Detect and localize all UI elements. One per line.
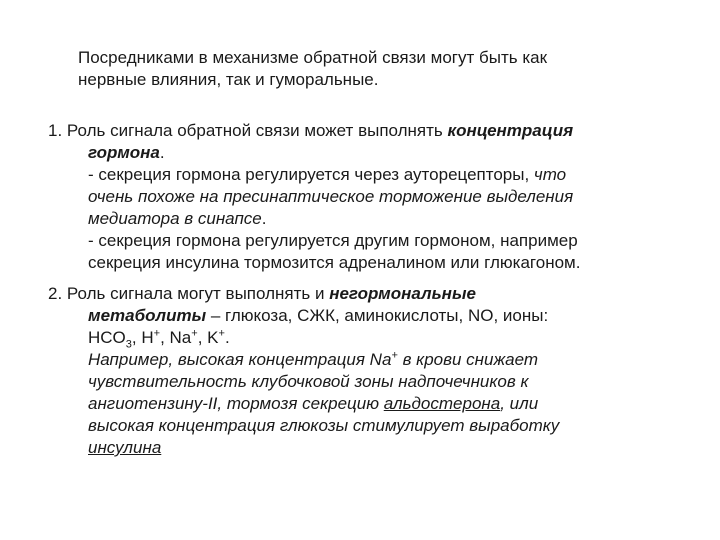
item2-heading-continuation bbox=[48, 305, 688, 327]
item1-term-b: гормона bbox=[88, 143, 160, 162]
example-line3-b: , или bbox=[500, 394, 539, 413]
sub2-line-2: секреция инсулина тормозится адреналином или глюкагоном. bbox=[88, 253, 581, 272]
ion-hco-sub: 3 bbox=[125, 338, 132, 351]
item2-term-a: негормональные bbox=[329, 284, 476, 303]
example-line-5: инсулина bbox=[88, 438, 162, 457]
ion-end: . bbox=[224, 328, 230, 347]
intro-paragraph bbox=[78, 47, 678, 91]
sub1-italic-b: очень похоже на пресинаптическое торможение выделения bbox=[88, 187, 574, 206]
example-line3-underlined: альдостерона bbox=[383, 394, 501, 413]
example-line3-a: ангиотензину-II, тормозя секрецию bbox=[88, 394, 384, 413]
sub2-line-1: - секреция гормона регулируется другим гормоном, например bbox=[88, 231, 578, 250]
item1-heading-continuation bbox=[48, 142, 688, 164]
ion-h-sup: + bbox=[153, 327, 161, 340]
ion-h: , H bbox=[131, 328, 154, 347]
example-line-2: чувствительность клубочковой зоны надпочечников к bbox=[88, 372, 529, 391]
item2-term-b: метаболиты bbox=[88, 306, 207, 325]
item2-heading-line bbox=[48, 283, 688, 305]
item2-ions-line bbox=[48, 327, 688, 349]
list-item-1 bbox=[48, 120, 688, 274]
intro-line-1: Посредниками в механизме обратной связи могут быть как bbox=[78, 48, 548, 67]
sub1-italic-c: медиатора в синапсе bbox=[88, 209, 262, 228]
item1-subpoint-2 bbox=[48, 230, 688, 274]
example-line1-a: Например, высокая концентрация Na bbox=[88, 350, 392, 369]
item1-heading-line bbox=[48, 120, 688, 142]
sub1-plain: - секреция гормона регулируется через ауторецепторы, bbox=[88, 165, 534, 184]
example-line1-sup: + bbox=[391, 349, 398, 362]
ion-na: , Na bbox=[160, 328, 192, 347]
sub1-italic-a: что bbox=[533, 165, 567, 184]
item1-term-a: концентрация bbox=[447, 121, 574, 140]
item1-term-end: . bbox=[159, 143, 165, 162]
ion-k-sup: + bbox=[218, 327, 225, 340]
item1-prefix: 1. Роль сигнала обратной связи может выполнять bbox=[48, 121, 448, 140]
item1-subpoint-1 bbox=[48, 164, 688, 230]
ion-k: , K bbox=[197, 328, 219, 347]
ion-hco: HCO bbox=[88, 328, 126, 347]
intro-line-2: нервные влияния, так и гуморальные. bbox=[78, 70, 379, 89]
example-line-4: высокая концентрация глюкозы стимулирует выработку bbox=[88, 416, 560, 435]
sub1-end: . bbox=[261, 209, 267, 228]
example-line1-b: в крови снижает bbox=[397, 350, 539, 369]
list-item-2 bbox=[48, 283, 688, 459]
item2-rest: – глюкоза, СЖК, аминокислоты, NO, ионы: bbox=[206, 306, 549, 325]
ion-na-sup: + bbox=[191, 327, 198, 340]
item2-prefix: 2. Роль сигнала могут выполнять и bbox=[48, 284, 330, 303]
item2-example bbox=[48, 349, 688, 459]
